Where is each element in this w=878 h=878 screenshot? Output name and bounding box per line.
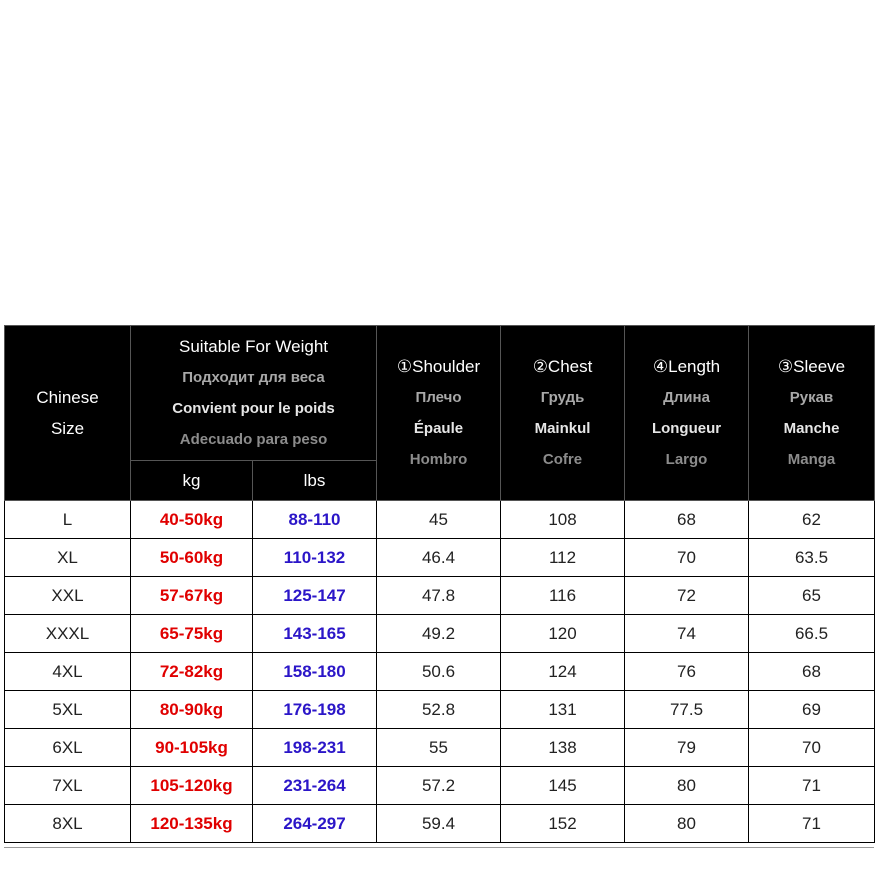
chest-header-en: ②Chest	[532, 357, 593, 376]
length-cell: 72	[625, 577, 749, 615]
chinese-size-header	[5, 326, 131, 501]
weight-kg-cell: 120-135kg	[131, 805, 253, 843]
size-cell: XL	[5, 539, 131, 577]
sleeve-header-en: ③Sleeve	[777, 357, 846, 376]
chest-cell: 120	[501, 615, 625, 653]
weight-kg-cell: 65-75kg	[131, 615, 253, 653]
chest-cell: 152	[501, 805, 625, 843]
table-row	[5, 501, 875, 539]
table-row	[5, 539, 875, 577]
chest-header-fr: Mainkul	[534, 420, 591, 437]
table-row	[5, 691, 875, 729]
lbs-header: lbs	[253, 461, 377, 501]
weight-header-en: Suitable For Weight	[179, 337, 328, 356]
size-cell: L	[5, 501, 131, 539]
table-header	[5, 326, 875, 501]
length-header-en: ④Length	[652, 357, 721, 376]
weight-kg-cell: 72-82kg	[131, 653, 253, 691]
weight-header	[131, 326, 377, 461]
shoulder-header-en: ①Shoulder	[396, 357, 481, 376]
weight-lbs-cell: 125-147	[253, 577, 377, 615]
chest-cell: 124	[501, 653, 625, 691]
shoulder-cell: 52.8	[377, 691, 501, 729]
table-body	[5, 501, 875, 843]
length-cell: 70	[625, 539, 749, 577]
sleeve-header-fr: Manche	[783, 420, 840, 437]
shoulder-cell: 49.2	[377, 615, 501, 653]
shoulder-cell: 55	[377, 729, 501, 767]
weight-lbs-cell: 158-180	[253, 653, 377, 691]
size-cell: 4XL	[5, 653, 131, 691]
chest-header-es: Cofre	[542, 451, 583, 468]
weight-lbs-cell: 264-297	[253, 805, 377, 843]
sleeve-cell: 63.5	[749, 539, 875, 577]
table-row	[5, 767, 875, 805]
weight-kg-cell: 90-105kg	[131, 729, 253, 767]
size-cell: 8XL	[5, 805, 131, 843]
table-row	[5, 805, 875, 843]
shoulder-header-fr: Épaule	[413, 420, 464, 437]
bottom-rule	[4, 847, 874, 848]
chinese-size-label-2: Size	[50, 419, 85, 438]
length-header-es: Largo	[665, 451, 708, 468]
weight-kg-cell: 105-120kg	[131, 767, 253, 805]
sleeve-header	[749, 326, 875, 501]
weight-lbs-cell: 88-110	[253, 501, 377, 539]
table-row	[5, 615, 875, 653]
weight-lbs-cell: 231-264	[253, 767, 377, 805]
length-cell: 79	[625, 729, 749, 767]
length-cell: 76	[625, 653, 749, 691]
length-header-ru: Длина	[663, 389, 710, 406]
table-row	[5, 653, 875, 691]
chinese-size-label: Chinese	[36, 388, 99, 407]
sleeve-cell: 71	[749, 767, 875, 805]
weight-header-es: Adecuado para peso	[179, 431, 328, 448]
length-cell: 68	[625, 501, 749, 539]
weight-kg-cell: 80-90kg	[131, 691, 253, 729]
chest-cell: 112	[501, 539, 625, 577]
size-cell: 7XL	[5, 767, 131, 805]
shoulder-cell: 50.6	[377, 653, 501, 691]
size-cell: 5XL	[5, 691, 131, 729]
table-row	[5, 577, 875, 615]
sleeve-cell: 65	[749, 577, 875, 615]
weight-header-fr: Convient pour le poids	[172, 400, 335, 417]
size-chart-table	[4, 325, 875, 843]
shoulder-cell: 46.4	[377, 539, 501, 577]
shoulder-cell: 47.8	[377, 577, 501, 615]
sleeve-header-es: Manga	[787, 451, 836, 468]
kg-header: kg	[131, 461, 253, 501]
length-cell: 74	[625, 615, 749, 653]
length-header-fr: Longueur	[651, 420, 722, 437]
shoulder-cell: 57.2	[377, 767, 501, 805]
table-row	[5, 729, 875, 767]
shoulder-header-ru: Плечо	[415, 389, 462, 406]
shoulder-cell: 45	[377, 501, 501, 539]
length-header	[625, 326, 749, 501]
size-cell: XXL	[5, 577, 131, 615]
shoulder-cell: 59.4	[377, 805, 501, 843]
chest-cell: 108	[501, 501, 625, 539]
weight-lbs-cell: 176-198	[253, 691, 377, 729]
chest-header-ru: Грудь	[540, 389, 585, 406]
shoulder-header	[377, 326, 501, 501]
length-cell: 80	[625, 767, 749, 805]
sleeve-cell: 62	[749, 501, 875, 539]
sleeve-cell: 70	[749, 729, 875, 767]
chest-cell: 145	[501, 767, 625, 805]
weight-kg-cell: 40-50kg	[131, 501, 253, 539]
size-cell: 6XL	[5, 729, 131, 767]
weight-lbs-cell: 143-165	[253, 615, 377, 653]
weight-header-ru: Подходит для веса	[182, 369, 325, 386]
chest-cell: 116	[501, 577, 625, 615]
sleeve-cell: 71	[749, 805, 875, 843]
sleeve-cell: 69	[749, 691, 875, 729]
sleeve-cell: 66.5	[749, 615, 875, 653]
weight-lbs-cell: 198-231	[253, 729, 377, 767]
length-cell: 77.5	[625, 691, 749, 729]
weight-lbs-cell: 110-132	[253, 539, 377, 577]
weight-kg-cell: 50-60kg	[131, 539, 253, 577]
length-cell: 80	[625, 805, 749, 843]
chest-cell: 131	[501, 691, 625, 729]
weight-kg-cell: 57-67kg	[131, 577, 253, 615]
shoulder-header-es: Hombro	[409, 451, 468, 468]
chest-header	[501, 326, 625, 501]
sleeve-cell: 68	[749, 653, 875, 691]
chest-cell: 138	[501, 729, 625, 767]
sleeve-header-ru: Рукав	[789, 389, 834, 406]
size-cell: XXXL	[5, 615, 131, 653]
